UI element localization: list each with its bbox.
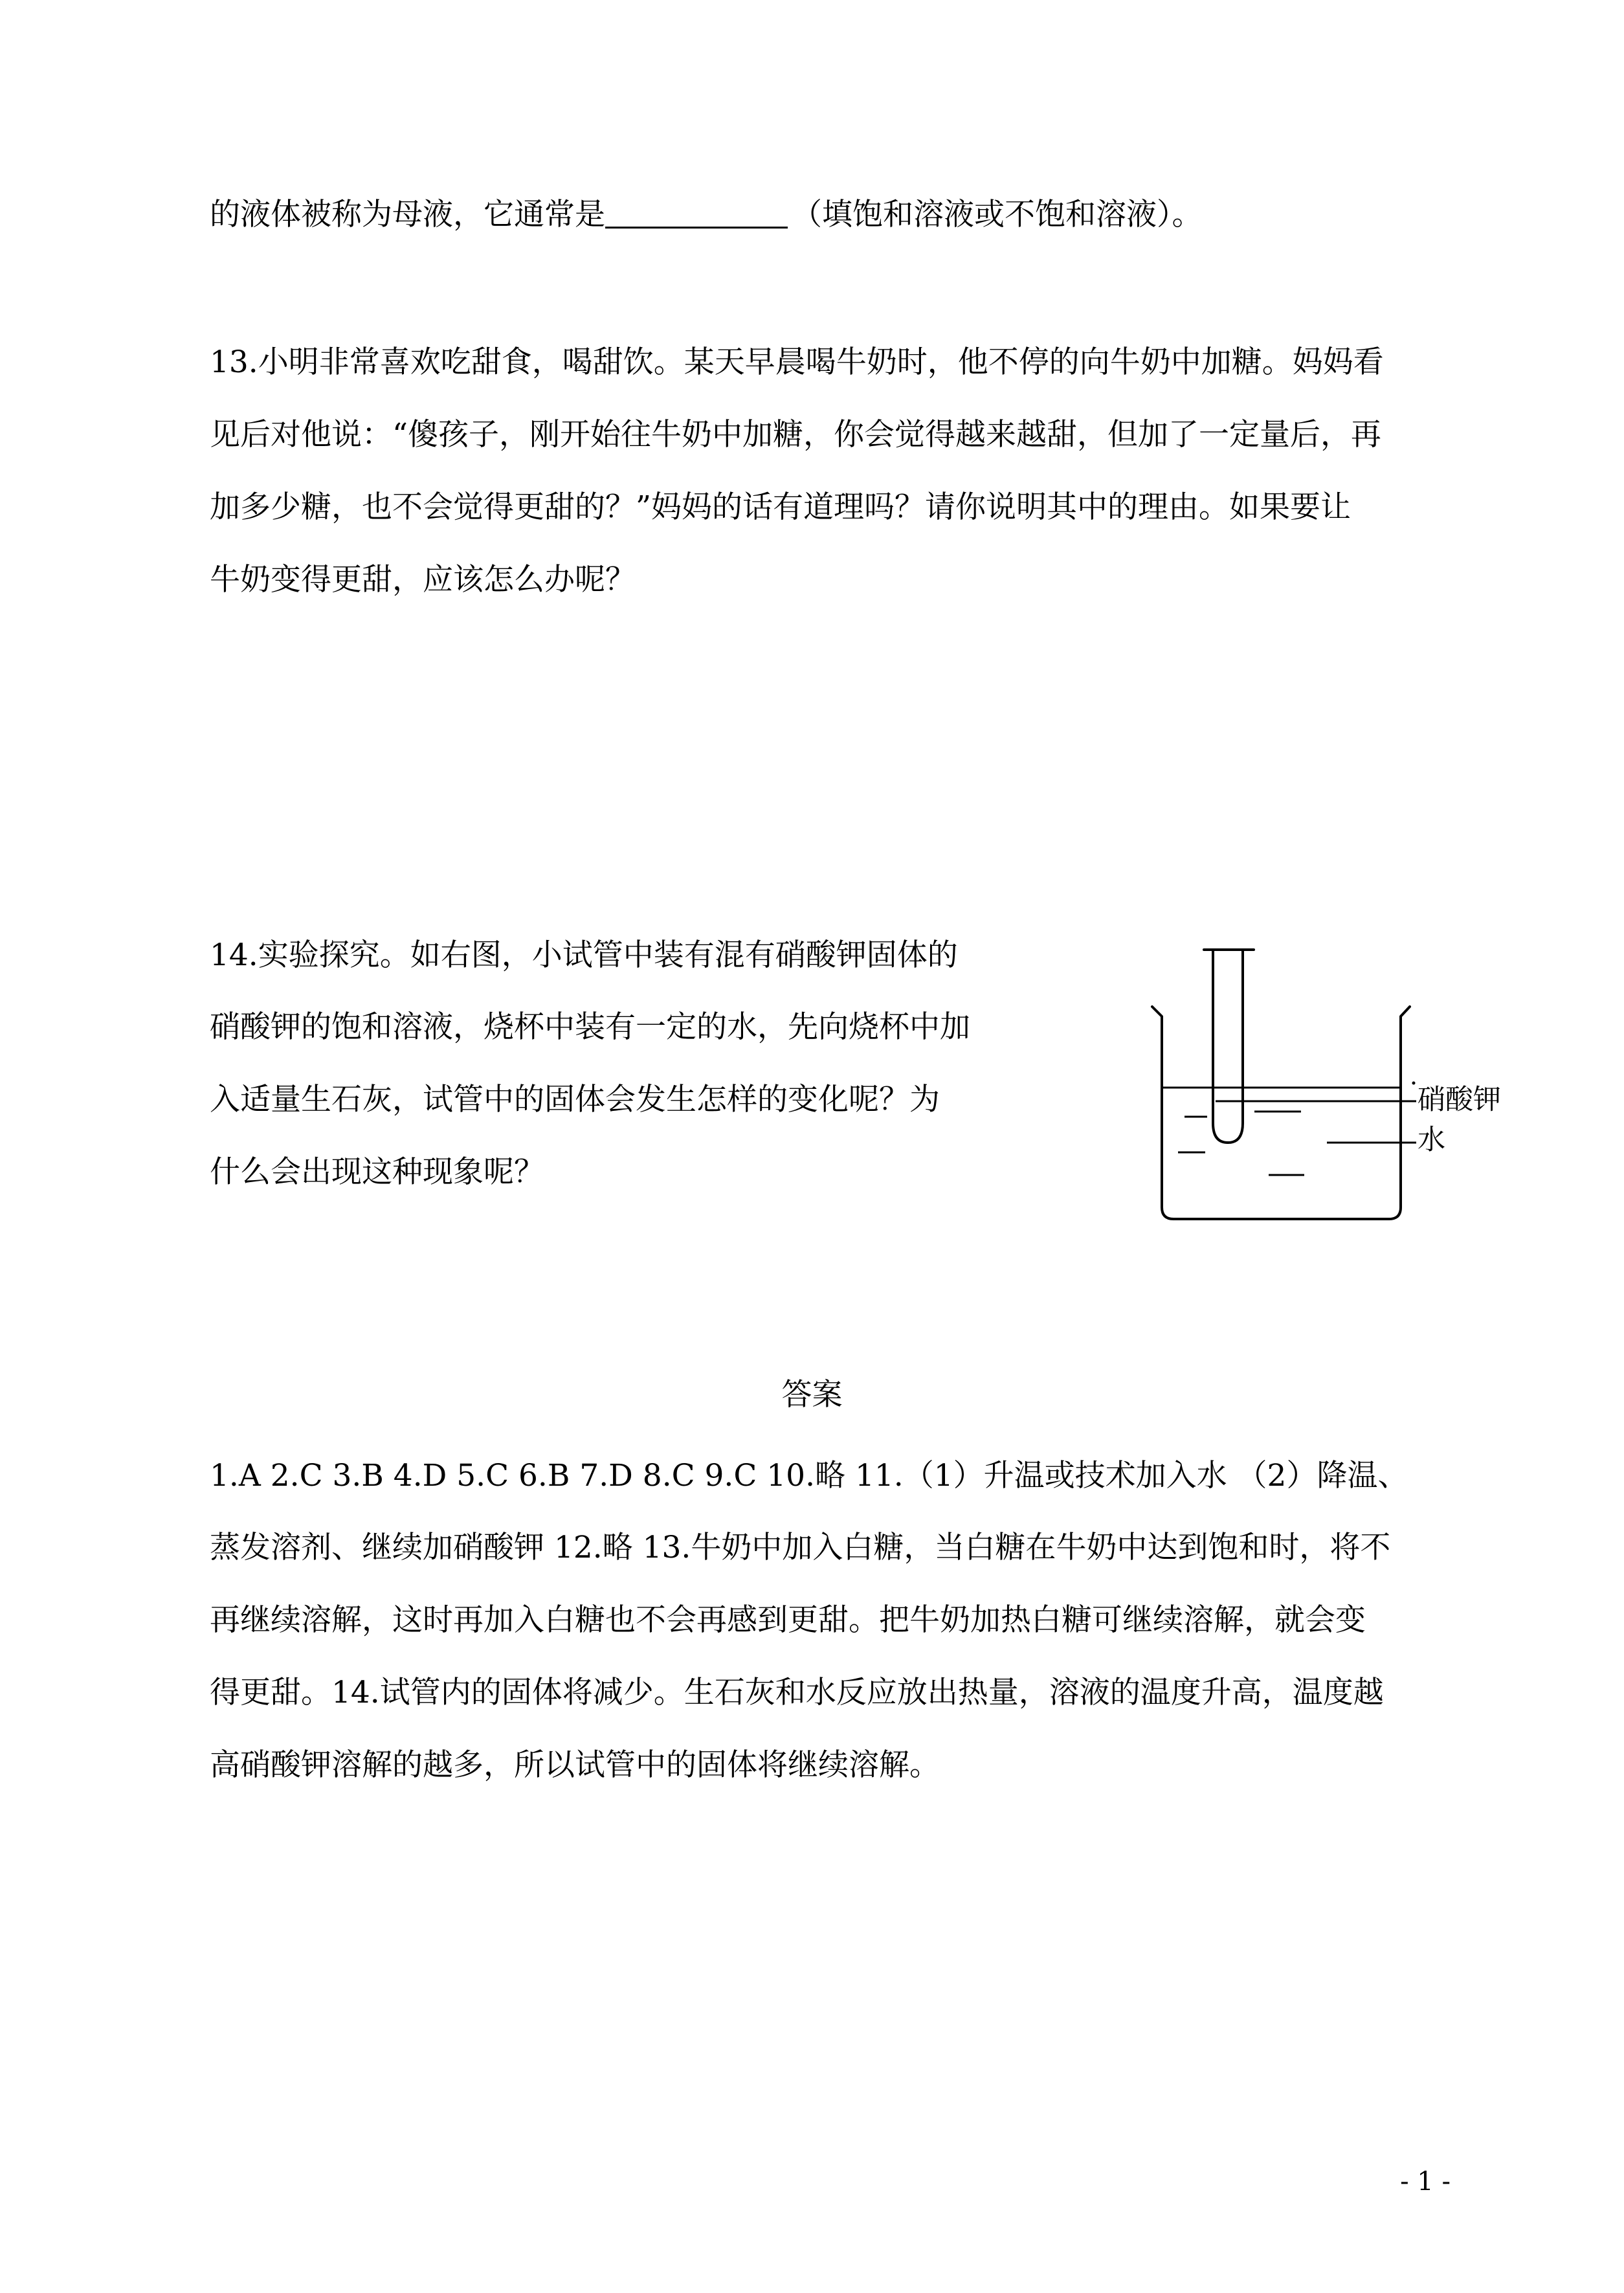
answers-line-2: 蒸发溶剂、继续加硝酸钾 12.略 13.牛奶中加入白糖，当白糖在牛奶中达到饱和时，将不 xyxy=(210,1530,1391,1565)
label-water: 水 xyxy=(1418,1124,1445,1156)
label-dot xyxy=(1412,1082,1416,1085)
test-tube-body xyxy=(1213,950,1243,1143)
q14-line-1: 14.实验探究。如右图，小试管中装有混有硝酸钾固体的 xyxy=(210,937,958,973)
q14-line-4: 什么会出现这种现象呢？ xyxy=(210,1154,544,1190)
beaker-diagram xyxy=(1133,929,1495,1227)
q12-text-post: （填饱和溶液或不饱和溶液）。 xyxy=(792,197,1203,232)
q12-line xyxy=(210,196,1203,234)
label-potassium-nitrate: 硝酸钾 xyxy=(1418,1084,1501,1116)
q13-line-4: 牛奶变得更甜，应该怎么办呢？ xyxy=(210,562,636,598)
q13-line-1: 13.小明非常喜欢吃甜食，喝甜饮。某天早晨喝牛奶时，他不停的向牛奶中加糖。妈妈看 xyxy=(210,344,1384,380)
beaker-outline xyxy=(1152,1007,1410,1219)
answers-line-5: 高硝酸钾溶解的越多，所以试管中的固体将继续溶解。 xyxy=(210,1747,940,1783)
q14-line-3: 入适量生石灰，试管中的固体会发生怎样的变化呢？为 xyxy=(210,1082,940,1117)
beaker-test-tube-figure xyxy=(1133,929,1501,1227)
q13-line-2: 见后对他说：“傻孩子，刚开始往牛奶中加糖，你会觉得越来越甜，但加了一定量后，再 xyxy=(210,417,1382,453)
answers-line-4: 得更甜。14.试管内的固体将减少。生石灰和水反应放出热量，溶液的温度升高，温度越 xyxy=(210,1675,1384,1710)
answer-blank xyxy=(605,196,788,229)
answers-line-1: 1.A 2.C 3.B 4.D 5.C 6.B 7.D 8.C 9.C 10.略 11.（1）升温或技术加入水 （2）降温、 xyxy=(210,1458,1408,1493)
page-number: - 1 - xyxy=(1400,2167,1451,2197)
q13-line-3: 加多少糖，也不会觉得更甜的？”妈妈的话有道理吗？请你说明其中的理由。如果要让 xyxy=(210,489,1351,525)
q12-text-pre: 的液体被称为母液，它通常是 xyxy=(210,197,605,232)
answers-title: 答案 xyxy=(781,1377,843,1413)
q14-line-2: 硝酸钾的饱和溶液，烧杯中装有一定的水，先向烧杯中加 xyxy=(210,1009,970,1045)
answers-line-3: 再继续溶解，这时再加入白糖也不会再感到更甜。把牛奶加热白糖可继续溶解，就会变 xyxy=(210,1602,1366,1638)
